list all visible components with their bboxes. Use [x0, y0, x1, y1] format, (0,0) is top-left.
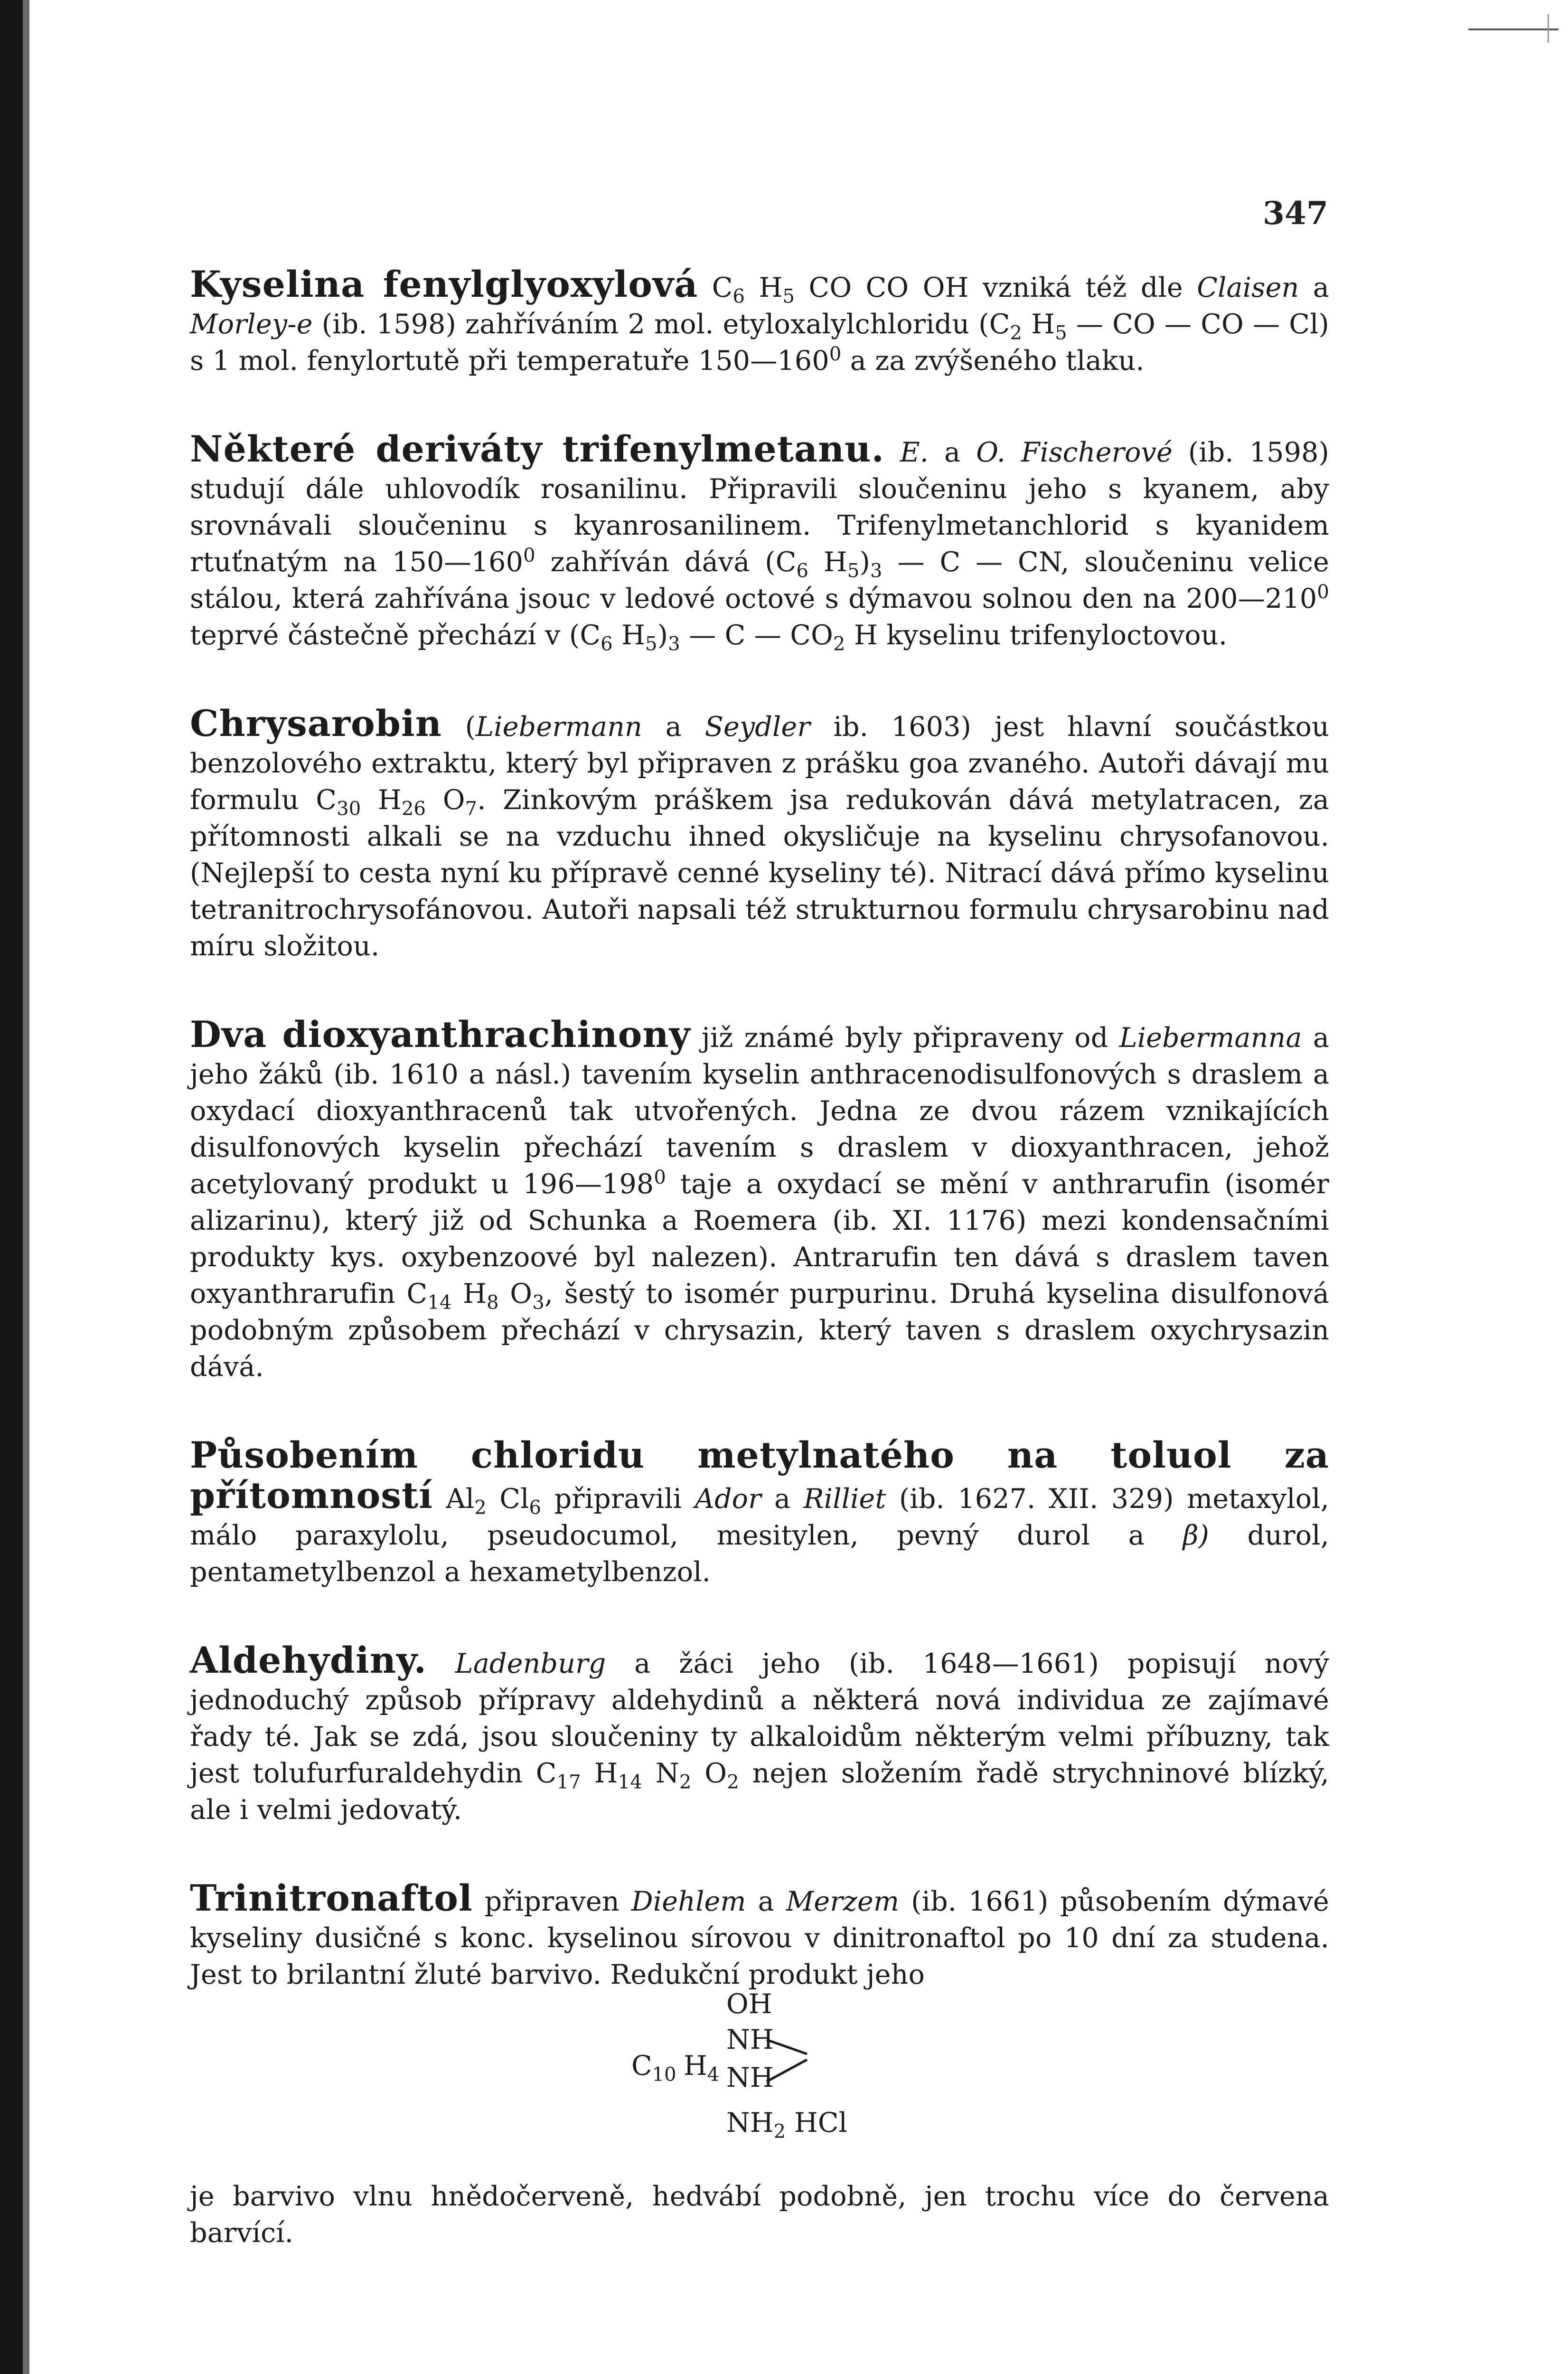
- text: a: [929, 437, 976, 468]
- text: H: [581, 1758, 618, 1789]
- text: , šestý to isomér purpurinu. Druhá kyselina disulfonová podobným způsobem přechází v chrysazin, který taven s draslem oxychrysazin dává.: [190, 1278, 1329, 1383]
- heading-kyselina: Kyselina fenylglyoxylová: [190, 263, 698, 305]
- formula-text: C: [712, 272, 733, 303]
- text: O: [498, 1278, 533, 1309]
- text: H: [451, 1278, 487, 1309]
- author-name: Merzem: [786, 1886, 900, 1917]
- formula-oh: OH: [726, 1988, 772, 2020]
- subscript: 5: [782, 285, 795, 308]
- text: připraven: [472, 1886, 631, 1917]
- subscript: 4: [707, 2063, 720, 2086]
- text: (ib. 1661) působením dýmavé kyseliny dusičné s konc. kyselinou sírovou v dinitronaftol po 10 dní za studena. Jest to brilantní žluté barvivo. Redukční produkt jeho: [190, 1886, 1329, 1990]
- subscript: 8: [487, 1291, 499, 1314]
- subscript: 14: [618, 1771, 642, 1793]
- superscript: 0: [523, 545, 535, 566]
- text: taje a oxydací se mění v anthrarufin (isomér alizarinu), který již od Schunka a Roemera (ib. XI. 1176) mezi kondensačními produkty kys. oxybenzoové byl nalezen). Antrarufin ten dává s draslem taven oxyanthrarufin C: [190, 1168, 1329, 1309]
- author-name: O. Fischerové: [976, 437, 1173, 468]
- text: N: [642, 1758, 679, 1789]
- subscript: 26: [401, 798, 426, 820]
- text: a: [761, 1483, 804, 1515]
- scan-border-left: [0, 0, 23, 2374]
- heading-nektere-derivaty: Některé deriváty trifenylmetanu.: [190, 428, 885, 470]
- subscript: 6: [529, 1497, 542, 1519]
- superscript: 0: [654, 1167, 667, 1188]
- subscript: 17: [556, 1771, 581, 1793]
- bond-line-lower: [767, 2060, 807, 2082]
- subscript: 3: [870, 560, 883, 582]
- subscript: 2: [773, 2120, 786, 2143]
- text: (: [441, 711, 476, 743]
- paragraph-closing: je barvivo vlnu hnědočerveně, hedvábí podobně, jen trochu více do červena barvící.: [190, 2181, 1329, 2249]
- subscript: 30: [337, 798, 361, 820]
- superscript: 0: [829, 343, 842, 365]
- heading-pusobenim: Působením chloridu metylnatého na toluol za přítomností: [190, 1434, 1329, 1517]
- text: teprvé částečně přechází v (C: [190, 620, 601, 651]
- subscript: 3: [668, 633, 680, 655]
- subscript: 7: [465, 798, 478, 820]
- text: zahříván dává (C: [535, 546, 797, 578]
- subscript: 5: [1055, 322, 1067, 344]
- subscript: 6: [732, 285, 745, 308]
- subscript: 2: [833, 633, 845, 655]
- text: (ib. 1627. XII. 329) metaxylol, málo paraxylolu, pseudocumol, mesitylen, pevný durol a: [190, 1483, 1329, 1551]
- text: a: [746, 1886, 786, 1917]
- text: (ib. 1598) studují dále uhlovodík rosanilinu. Připravili sloučeninu jeho s kyanem, aby srovnávali sloučeninu s kyanrosanilinem. Trifenylmetanchlorid s kyanidem rtuťnatým na 150—160: [190, 437, 1329, 578]
- text: — CO — CO — Cl) s 1 mol. fenylortutě při temperatuře 150—160: [190, 309, 1329, 377]
- subscript: 2: [474, 1497, 487, 1519]
- author-name: Liebermanna: [1119, 1022, 1302, 1054]
- text: durol, pentametylbenzol a hexametylbenzol.: [190, 1520, 1329, 1588]
- text: ib. 1603) jest hlavní součástkou benzolového extraktu, který byl připraven z prášku goa zvaného. Autoři dávají mu formulu C: [190, 711, 1329, 816]
- subscript: 6: [796, 560, 809, 582]
- text: H: [808, 546, 847, 578]
- text: (ib. 1598) zahříváním 2 mol. etyloxalylchloridu (C: [312, 309, 1010, 340]
- text: připravili: [541, 1483, 695, 1515]
- scan-corner-mark-vertical: [1548, 14, 1549, 43]
- subscript: 6: [601, 633, 613, 655]
- text: H kyselinu trifenyloctovou.: [845, 620, 1228, 651]
- formula-c: C: [631, 2050, 652, 2082]
- subscript: 14: [427, 1291, 452, 1314]
- author-name: Ador: [695, 1483, 761, 1515]
- structure-bond-overlay: [190, 0, 1329, 2374]
- text: H: [361, 784, 402, 816]
- author-name: Liebermann: [476, 711, 642, 743]
- text: a jeho žáků (ib. 1610 a násl.) tavením kyselin anthracenodisulfonových s draslem a oxydací dioxyanthracenů tak utvořených. Jedna ze dvou rázem vznikajících disulfonových kyselin přechází tavením s draslem v dioxyanthracen, jehož acetylovaný produkt u 196—198: [190, 1022, 1329, 1200]
- author-name: Claisen: [1197, 272, 1299, 303]
- text: O: [691, 1758, 727, 1789]
- formula-h: H: [684, 2050, 707, 2082]
- formula-text: CO CO OH: [795, 272, 969, 303]
- author-name: E.: [900, 437, 929, 468]
- subscript: 2: [1010, 322, 1023, 344]
- text: nejen složením řadě strychninové blízký, ale i velmi jedovatý.: [190, 1758, 1329, 1826]
- text: Al: [432, 1483, 475, 1515]
- heading-aldehydiny: Aldehydiny.: [190, 1639, 427, 1681]
- text: ): [657, 620, 668, 651]
- heading-chrysarobin: Chrysarobin: [190, 702, 442, 744]
- text: vzniká též dle: [968, 272, 1197, 303]
- subscript: 2: [679, 1771, 692, 1793]
- text: H: [1022, 309, 1055, 340]
- bond-line-upper: [767, 2040, 807, 2054]
- formula-nh-top: NH: [726, 2024, 774, 2055]
- text: H: [612, 620, 646, 651]
- author-name: Rilliet: [803, 1483, 886, 1515]
- author-name: Ladenburg: [455, 1648, 606, 1679]
- superscript: 0: [1317, 581, 1329, 603]
- subscript: 3: [532, 1291, 545, 1314]
- heading-dva-dioxyanthrachinony: Dva dioxyanthrachinony: [190, 1013, 691, 1055]
- formula-text: H: [745, 272, 783, 303]
- text: ): [859, 546, 871, 578]
- text: a: [642, 711, 705, 743]
- subscript: 5: [645, 633, 657, 655]
- text: a: [1299, 272, 1329, 303]
- heading-trinitronaftol: Trinitronaftol: [190, 1877, 473, 1919]
- formula-hcl: HCl: [786, 2107, 847, 2138]
- text: — C — CO: [680, 620, 834, 651]
- scan-corner-mark: [1468, 28, 1559, 30]
- author-name: Morley-e: [190, 309, 313, 340]
- text: — C — CN, sloučeninu velice stálou, která zahřívána jsouc v ledové octové s dýmavou solnou den na 200—210: [190, 546, 1329, 614]
- text: O: [426, 784, 465, 816]
- text: a za zvýšeného tlaku.: [841, 345, 1145, 377]
- text: již známé byly připraveny od: [690, 1022, 1119, 1054]
- author-name: Diehlem: [631, 1886, 746, 1917]
- subscript: 10: [652, 2063, 676, 2086]
- text: a žáci jeho (ib. 1648—1661) popisují nový jednoduchý způsob přípravy aldehydinů a některá nová individua ze zajímavé řady té. Jak se zdá, jsou sloučeniny ty alkaloidům některým velmi příbuzny, tak jest tolufurfuraldehydin C: [190, 1648, 1329, 1789]
- formula-nh2: NH: [726, 2107, 774, 2138]
- scan-border-shadow: [23, 0, 29, 2374]
- subscript: 2: [727, 1771, 739, 1793]
- greek-beta: β): [1183, 1520, 1210, 1551]
- page-number: 347: [1263, 195, 1328, 232]
- text: Cl: [486, 1483, 529, 1515]
- text: . Zinkovým práškem jsa redukován dává metylatracen, za přítomnosti alkali se na vzduchu ihned okysličuje na kyselinu chrysofanovou. (Nejlepší to cesta nyní ku přípravě cenné kyseliny té). Nitrací dává přímo kyselinu tetranitrochrysofánovou. Autoři napsali též strukturnou formulu chrysarobinu nad míru složitou.: [190, 784, 1329, 962]
- formula-nh-bottom: NH: [726, 2062, 774, 2093]
- subscript: 5: [847, 560, 860, 582]
- author-name: Seydler: [704, 711, 810, 743]
